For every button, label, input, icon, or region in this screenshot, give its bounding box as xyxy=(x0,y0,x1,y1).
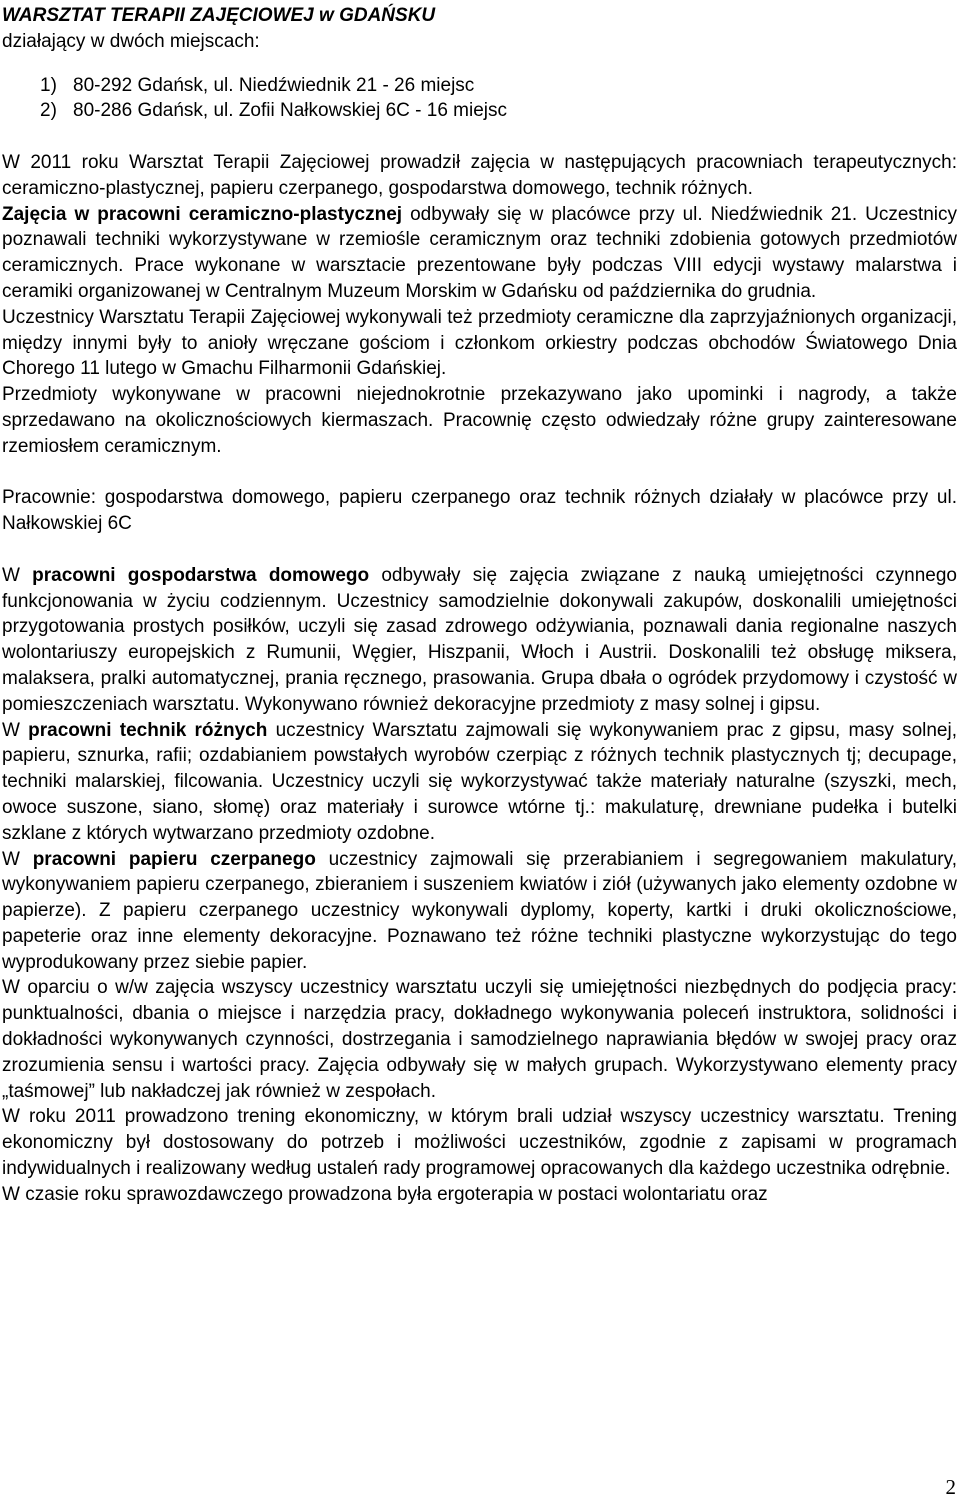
list-item xyxy=(2,98,957,124)
workshops-location-paragraph: Pracownie: gospodarstwa domowego, papieru czerpanego oraz technik różnych działały w placówce przy ul. Nałkowskiej 6C xyxy=(2,487,957,535)
list-text: 80-286 Gdańsk, ul. Zofii Nałkowskiej 6C - 16 miejsc xyxy=(73,100,508,122)
document-title: WARSZTAT TERAPII ZAJĘCIOWEJ w GDAŃSKU xyxy=(2,5,436,26)
paper-paragraph xyxy=(2,847,957,976)
document-page xyxy=(2,3,957,1208)
list-number: 1) xyxy=(40,74,57,96)
list-item xyxy=(2,73,957,99)
ceramic-paragraph-3: Przedmioty wykonywane w pracowni niejednokrotnie przekazywano jako upominki i nagrody, a także sprzedawano na okolicznościowych kiermaszach. Pracownię często odwiedzały różne grupy zainteresowane rzemiosłem ceramicznym. xyxy=(2,384,957,457)
intro-paragraph: W 2011 roku Warsztat Terapii Zajęciowej prowadził zajęcia w następujących pracowniach terapeutycznych: ceramiczno-plastycznej, papieru czerpanego, gospodarstwa domowego, technik różnych. xyxy=(2,151,957,199)
techniques-paragraph xyxy=(2,718,957,847)
household-text: odbywały się zajęcia związane z nauką umiejętności czynnego funkcjonowania w życiu codziennym. Uczestnicy samodzielnie dokonywali zakupów, doskonalili umiejętności przygotowania prostych posiłków, uczyli się zasad zdrowego odżywiania, poznawali dania regionalne naszych wolontariuszy europejskich z Rumunii, Węgier, Hiszpanii, Włoch i Austrii. Doskonalili też obsługę miksera, malaksera, pralki automatycznej, prania ręcznego, prasowania. Grupa dbała o ogródek przydomowy i czystość w pomieszczeniach warsztatu. Wykonywano również dekoracyjne przedmioty z masy solnej i gipsu. xyxy=(2,564,957,715)
paper-heading: pracowni papieru czerpanego xyxy=(32,848,316,870)
spacer xyxy=(2,124,957,150)
ceramic-heading: Zajęcia w pracowni ceramiczno-plastycznej xyxy=(2,203,403,225)
document-subtitle: działający w dwóch miejscach: xyxy=(2,30,260,52)
list-number: 2) xyxy=(40,100,57,122)
economic-training-paragraph: W roku 2011 prowadzono trening ekonomiczny, w którym brali udział wszyscy uczestnicy warsztatu. Trening ekonomiczny był dostosowany do potrzeb i możliwości uczestników, zgodnie z zapisami w programach indywidualnych i realizowany według ustaleń rady programowej opracowanych dla każdego uczestnika odrębnie. xyxy=(2,1106,957,1180)
ergotherapy-paragraph: W czasie roku sprawozdawczego prowadzona była ergoterapia w postaci wolontariatu oraz xyxy=(2,1183,768,1205)
ceramic-paragraph-2: Uczestnicy Warsztatu Terapii Zajęciowej wykonywali też przedmioty ceramiczne dla zaprzyjaźnionych organizacji, między innymi były to anioły wręczane gościom i członkom orkiestry podczas obchodów Światowego Dnia Chorego 11 lutego w Gmachu Filharmonii Gdańskiej. xyxy=(2,306,957,380)
ceramic-paragraph xyxy=(2,202,957,305)
locations-list xyxy=(2,73,957,125)
page-number: 2 xyxy=(945,1475,956,1500)
social-skills-paragraph: W oparciu o w/w zajęcia wszyscy uczestnicy warsztatu uczyli się umiejętności niezbędnych do podjęcia pracy: punktualności, dbania o miejsce i narzędzia pracy, dokładnego wykonywania poleceń instruktora, solidności i dokładności wykonywanych czynności, dostrzegania i samodzielnego naprawiania błędów w swojej pracy oraz zrozumienia sensu i wartości pracy. Zajęcia odbywały się w małych grupach. Wykorzystywano elementy pracy „taśmowej” lub nakładczej jak również w zespołach. xyxy=(2,977,957,1102)
list-text: 80-292 Gdańsk, ul. Niedźwiednik 21 - 26 miejsc xyxy=(73,74,475,96)
techniques-text: uczestnicy Warsztatu zajmowali się wykonywaniem prac z gipsu, masy solnej, papieru, sznurka, rafii; ozdabianiem powstałych wyrobów czerpiąc z różnych technik plastycznych tj; decupage, techniki malarskiej, filcowania. Uczestnicy uczyli się wykorzystywać także materiały naturalne (szyszki, mech, owoce suszone, siano, słomę) oraz materiały i surowce wtórne tj.: makulaturę, drewniane pudełka i butelki szklane z których wytwarzano przedmioty ozdobne. xyxy=(2,719,958,844)
household-paragraph xyxy=(2,563,957,718)
ceramic-text: odbywały się w placówce przy ul. Niedźwiednik 21. Uczestnicy poznawali techniki wykorzystywane w rzemiośle ceramicznym oraz techniki zdobienia gotowych przedmiotów ceramicznych. Prace wykonane w warsztacie prezentowane były podczas VIII edycji wystawy malarstwa i ceramiki organizowanej w Centralnym Muzeum Morskim w Gdańsku od października do grudnia. xyxy=(2,203,957,302)
spacer xyxy=(2,55,957,73)
techniques-heading: pracowni technik różnych xyxy=(28,719,268,741)
techniques-prefix: W xyxy=(2,719,29,741)
paper-prefix: W xyxy=(2,848,33,870)
household-prefix: W xyxy=(2,564,33,586)
household-heading: pracowni gospodarstwa domowego xyxy=(32,564,370,586)
spacer xyxy=(2,537,957,563)
spacer xyxy=(2,460,957,486)
paper-text: uczestnicy zajmowali się przerabianiem i segregowaniem makulatury, wykonywaniem papieru czerpanego, zbieraniem i suszeniem kwiatów i ziół (używanych jako elementy ozdobne w papierze). Z papieru czerpanego uczestnicy wykonywali dyplomy, koperty, kartki i druki okolicznościowe, papeterie oraz inne elementy dekoracyjne. Poznawano też różne techniki plastyczne wykorzystując do tego wyprodukowany przez siebie papier. xyxy=(2,848,958,973)
